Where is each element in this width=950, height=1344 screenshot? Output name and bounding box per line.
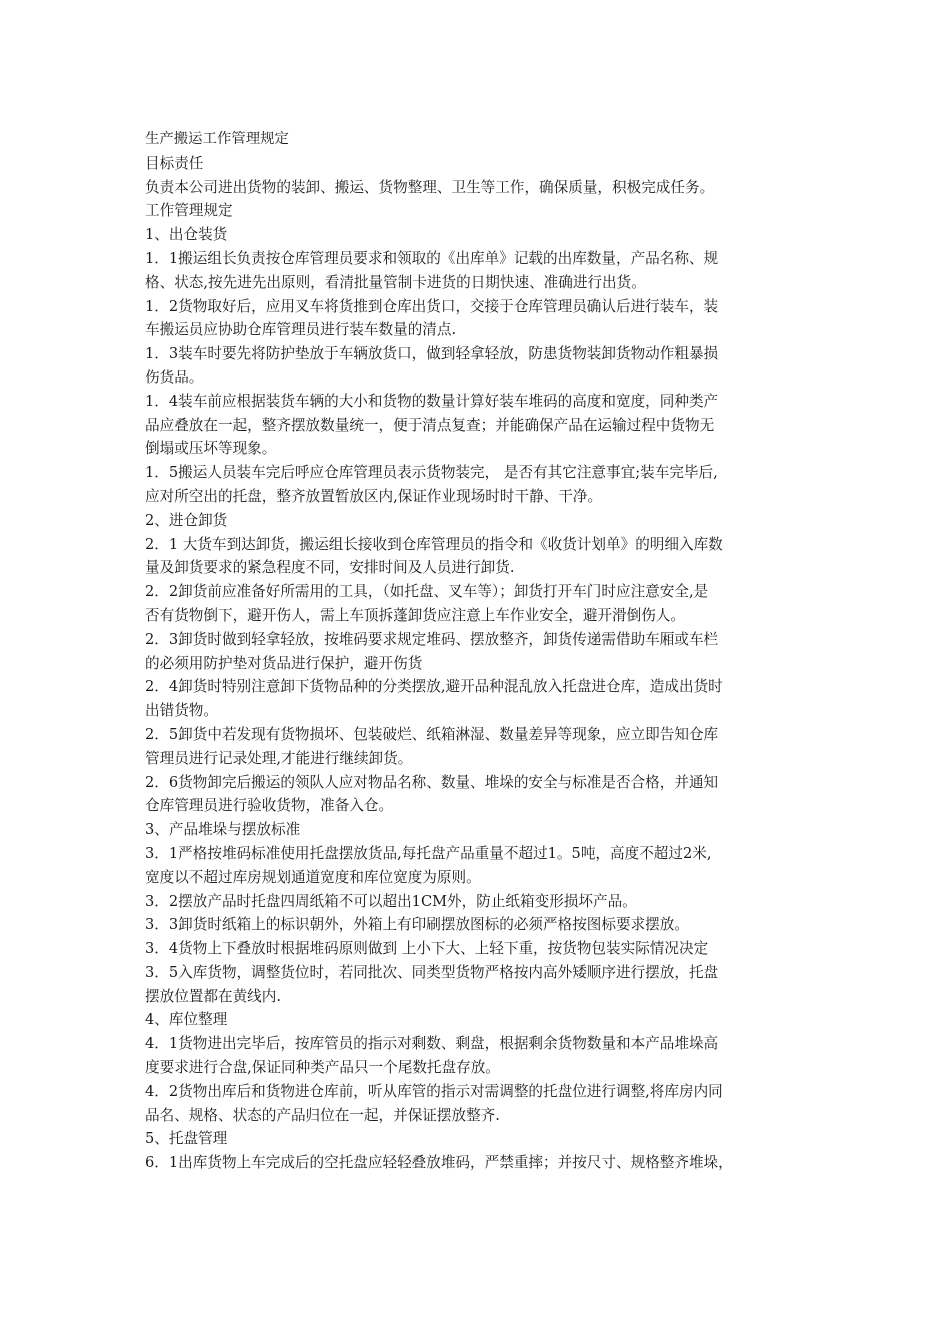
text-line: 1．3装车时要先将防护垫放于车辆放货口，做到轻拿轻放，防患货物装卸货物动作粗暴损 — [145, 345, 719, 363]
text-line: 3．2摆放产品时托盘四周纸箱不可以超出1CM外，防止纸箱变形损坏产品。 — [145, 892, 637, 910]
subsection-heading: 2、进仓卸货 — [145, 511, 228, 529]
text-line: 负责本公司进出货物的装卸、搬运、货物整理、卫生等工作，确保质量，积极完成任务。 — [145, 178, 715, 196]
text-line: 品名、规格、状态的产品归位在一起，并保证摆放整齐. — [145, 1106, 500, 1124]
text-line: 4．2货物出库后和货物进仓库前，听从库管的指示对需调整的托盘位进行调整,将库房内同 — [145, 1082, 723, 1100]
text-line: 3．1严格按堆码标准使用托盘摆放货品,每托盘产品重量不超过1。5吨，高度不超过2米, — [145, 844, 712, 862]
text-line: 管理员进行记录处理,才能进行继续卸货。 — [145, 749, 413, 767]
text-line: 1．5搬运人员装车完后呼应仓库管理员表示货物装完， 是否有其它注意事宜;装车完毕后, — [145, 464, 718, 482]
text-line: 仓库管理员进行验收货物，准备入仓。 — [145, 797, 394, 815]
text-line: 3．5入库货物，调整货位时，若同批次、同类型货物严格按内高外矮顺序进行摆放，托盘 — [145, 963, 719, 981]
text-line: 的必须用防护垫对货品进行保护，避开伤货 — [145, 654, 423, 672]
text-line: 量及卸货要求的紧急程度不同，安排时间及人员进行卸货. — [145, 559, 515, 577]
text-line: 2．2卸货前应准备好所需用的工具，（如托盘、叉车等）；卸货打开车门时应注意安全,是 — [145, 583, 709, 601]
text-line: 2．3卸货时做到轻拿轻放，按堆码要求规定堆码、摆放整齐，卸货传递需借助车厢或车栏 — [145, 630, 719, 648]
text-line: 度要求进行合盘,保证同种类产品只一个尾数托盘存放。 — [145, 1059, 500, 1077]
text-line: 6．1出库货物上车完成后的空托盘应轻轻叠放堆码，严禁重摔；并按尺寸、规格整齐堆垛， — [145, 1154, 733, 1172]
text-line: 应对所空出的托盘，整齐放置暂放区内,保证作业现场时时干静、干净。 — [145, 487, 603, 505]
text-line: 3．3卸货时纸箱上的标识朝外，外箱上有印刷摆放图标的必须严格按图标要求摆放。 — [145, 916, 689, 934]
text-line: 格、状态,按先进先出原则，看清批量管制卡进货的日期快速、准确进行出货。 — [145, 273, 646, 291]
text-line: 倒塌或压坏等现象。 — [145, 440, 277, 458]
text-line: 摆放位置都在黄线内. — [145, 987, 281, 1005]
text-line: 宽度以不超过库房规划通道宽度和库位宽度为原则。 — [145, 868, 481, 886]
text-line: 2．6货物卸完后搬运的领队人应对物品名称、数量、堆垛的安全与标准是否合格，并通知 — [145, 773, 719, 791]
text-line: 4．1货物进出完毕后，按库管员的指示对剩数、剩盘，根据剩余货物数量和本产品堆垛高 — [145, 1035, 719, 1053]
subsection-heading: 5、托盘管理 — [145, 1130, 228, 1148]
text-line: 伤货品。 — [145, 368, 204, 386]
section-heading: 目标责任 — [145, 154, 204, 172]
section-heading: 工作管理规定 — [145, 202, 233, 220]
text-line: 品应叠放在一起，整齐摆放数量统一，便于清点复查；并能确保产品在运输过程中货物无 — [145, 416, 715, 434]
subsection-heading: 3、产品堆垛与摆放标准 — [145, 821, 301, 839]
text-line: 1．1搬运组长负责按仓库管理员要求和领取的《出库单》记载的出库数量，产品名称、规 — [145, 249, 719, 267]
text-line: 2．5卸货中若发现有货物损坏、包装破烂、纸箱淋湿、数量差异等现象，应立即告知仓库 — [145, 725, 719, 743]
text-line: 3．4货物上下叠放时根据堆码原则做到 上小下大、上轻下重，按货物包装实际情况决定 — [145, 940, 709, 958]
document-title: 生产搬运工作管理规定 — [145, 131, 289, 147]
text-line: 2．4卸货时特别注意卸下货物品种的分类摆放,避开品种混乱放入托盘进仓库，造成出货时 — [145, 678, 723, 696]
text-line: 1．4装车前应根据装货车辆的大小和货物的数量计算好装车堆码的高度和宽度，同种类产 — [145, 392, 719, 410]
text-line: 车搬运员应协助仓库管理员进行装车数量的清点. — [145, 321, 457, 339]
document-body — [145, 128, 813, 1175]
subsection-heading: 1、出仓装货 — [145, 226, 228, 244]
text-line: 2．1 大货车到达卸货，搬运组长接收到仓库管理员的指令和《收货计划单》的明细入库数 — [145, 535, 723, 553]
text-line: 出错货物。 — [145, 702, 218, 720]
subsection-heading: 4、库位整理 — [145, 1011, 228, 1029]
text-line: 1．2货物取好后，应用叉车将货推到仓库出货口，交接于仓库管理员确认后进行装车，装 — [145, 297, 719, 315]
text-line: 否有货物倒下，避开伤人，需上车顶拆蓬卸货应注意上车作业安全，避开滑倒伤人。 — [145, 606, 685, 624]
